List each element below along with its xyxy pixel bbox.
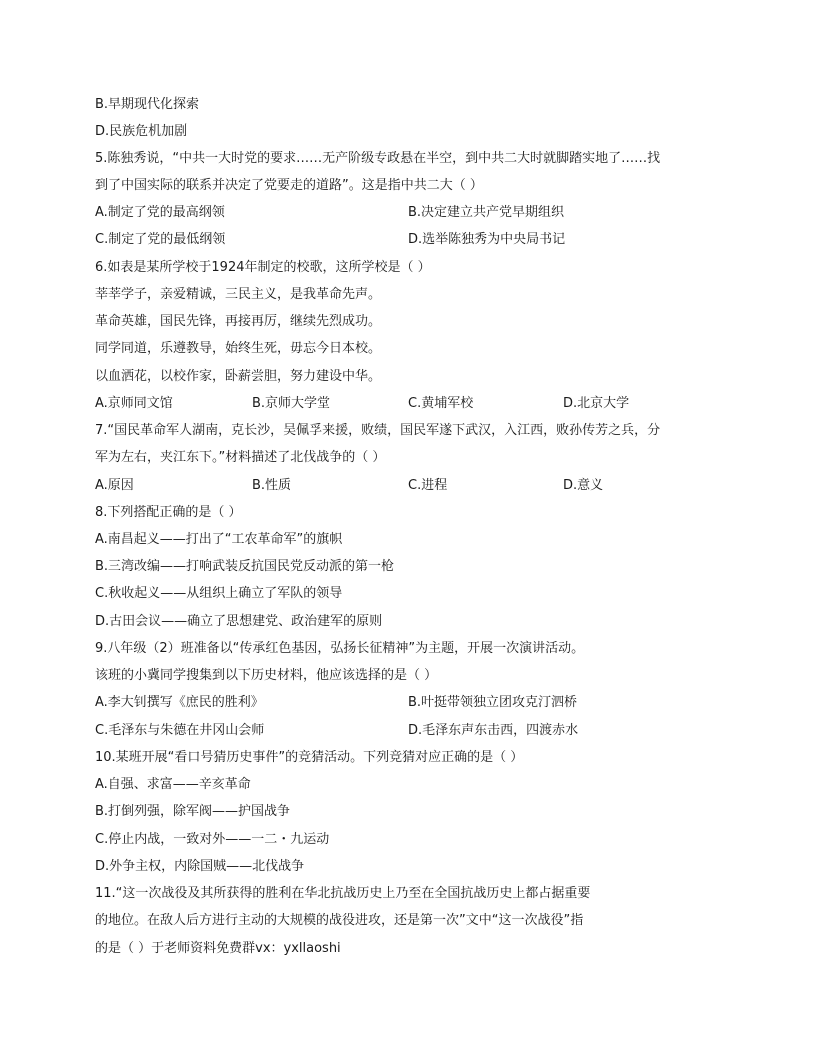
q11-stem-line2: 的地位。在敌人后方进行主动的大规模的战役进攻，还是第一次”文中“这一次战役”指 (95, 913, 584, 928)
q7-option-d: D.意义 (563, 478, 604, 493)
q7-option-b: B.性质 (252, 478, 292, 493)
q8-stem: 8.下列搭配正确的是（ ） (95, 505, 242, 520)
q7-option-c: C.进程 (408, 478, 448, 493)
q6-option-c: C.黄埔军校 (408, 396, 474, 411)
q6-song-line: 同学同道，乐遵教导，始终生死，毋忘今日本校。 (95, 341, 382, 356)
q10-option-c: C.停止内战，一致对外——一二・九运动 (95, 832, 330, 847)
q10-stem: 10.某班开展“看口号猜历史事件”的竞猜活动。下列竞猜对应正确的是（ ） (95, 750, 524, 765)
q9-stem-line1: 9.八年级（2）班准备以“传承红色基因，弘扬长征精神”为主题，开展一次演讲活动。 (95, 641, 585, 656)
q5-option-b: B.决定建立共产党早期组织 (408, 205, 565, 220)
q4-option-d: D.民族危机加剧 (95, 124, 188, 139)
q6-stem: 6.如表是某所学校于1924年制定的校歌，这所学校是（ ） (95, 260, 431, 275)
q6-option-a: A.京师同文馆 (95, 396, 173, 411)
q4-option-b: B.早期现代化探索 (95, 97, 200, 112)
q7-option-a: A.原因 (95, 478, 134, 493)
q9-option-a: A.李大钊撰写《庶民的胜利》 (95, 695, 264, 710)
q6-song-line: 莘莘学子，亲爱精诚，三民主义，是我革命先声。 (95, 287, 382, 302)
q6-option-b: B.京师大学堂 (252, 396, 331, 411)
q10-option-b: B.打倒列强，除军阀——护国战争 (95, 804, 291, 819)
q6-option-d: D.北京大学 (563, 396, 630, 411)
q8-option-a: A.南昌起义——打出了“工农革命军”的旗帜 (95, 532, 343, 547)
q8-option-d: D.古田会议——确立了思想建党、政治建军的原则 (95, 614, 383, 629)
q5-stem-line2: 到了中国实际的联系并决定了党要走的道路”。这是指中共二大（ ） (95, 178, 483, 193)
q9-option-b: B.叶挺带领独立团攻克汀泗桥 (408, 695, 578, 710)
q10-option-a: A.自强、求富——辛亥革命 (95, 777, 251, 792)
q7-stem-line2: 军为左右，夹江东下。”材料描述了北伐战争的（ ） (95, 450, 386, 465)
q6-song-line: 以血洒花，以校作家，卧薪尝胆，努力建设中华。 (95, 369, 382, 384)
q11-stem-line3: 的是（ ）于老师资料免费群vx：yxllaoshi (95, 941, 341, 956)
q5-option-d: D.选举陈独秀为中央局书记 (408, 232, 566, 247)
q9-option-d: D.毛泽东声东击西，四渡赤水 (408, 723, 579, 738)
q10-option-d: D.外争主权，内除国贼——北伐战争 (95, 859, 305, 874)
q11-stem-line1: 11.“这一次战役及其所获得的胜利在华北抗战历史上乃至在全国抗战历史上都占据重要 (95, 886, 591, 901)
q8-option-c: C.秋收起义——从组织上确立了军队的领导 (95, 586, 343, 601)
q8-option-b: B.三湾改编——打响武装反抗国民党反动派的第一枪 (95, 559, 395, 574)
q5-stem-line1: 5.陈独秀说，“中共一大时党的要求……无产阶级专政悬在半空，到中共二大时就脚踏实地了……找 (95, 151, 661, 166)
q9-stem-line2: 该班的小冀同学搜集到以下历史材料，他应该选择的是（ ） (95, 668, 438, 683)
q5-option-a: A.制定了党的最高纲领 (95, 205, 225, 220)
q5-option-c: C.制定了党的最低纲领 (95, 232, 226, 247)
q7-stem-line1: 7.“国民革命军人湖南，克长沙，吴佩孚来援，败绩，国民军遂下武汉，入江西，败孙传芳之兵，分 (95, 423, 661, 438)
q9-option-c: C.毛泽东与朱德在井冈山会师 (95, 723, 265, 738)
q6-song-line: 革命英雄，国民先锋，再接再厉，继续先烈成功。 (95, 314, 382, 329)
